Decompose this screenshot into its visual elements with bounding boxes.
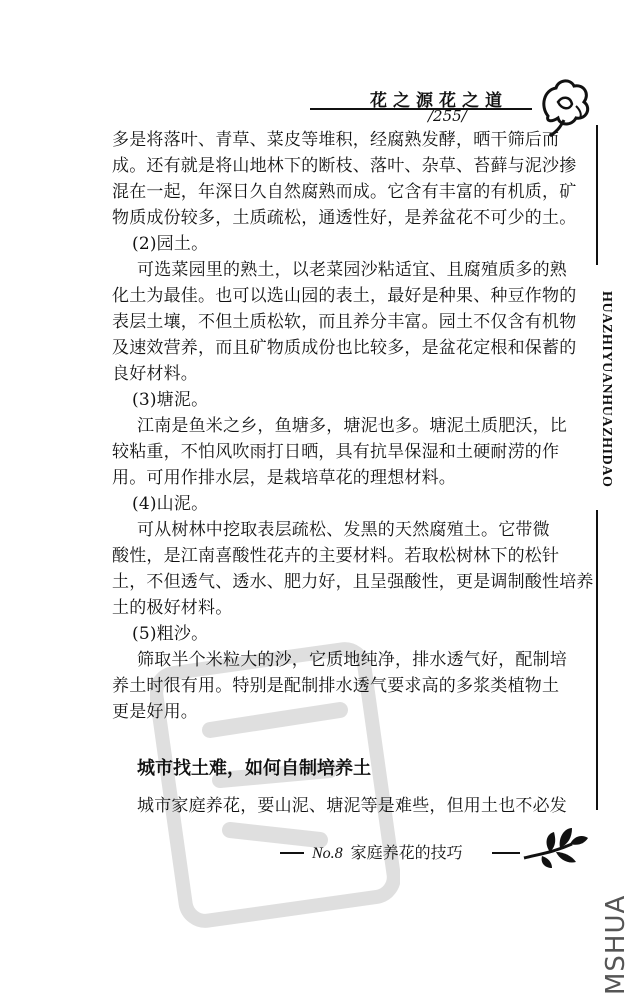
flower-ornament-icon <box>536 76 594 138</box>
section-heading: 城市找土难，如何自制培养土 <box>137 758 371 779</box>
side-rule-bottom <box>596 510 598 810</box>
page-number: /255/ <box>428 107 467 125</box>
watermark-label: MSHUA <box>601 894 631 995</box>
footer-chapter: No.8 <box>312 845 343 862</box>
body-line: 及速效营养，而且矿物质成份也比较多，是盆花定根和保蓄的 <box>112 338 577 358</box>
subheading: (3)塘泥。 <box>132 390 209 410</box>
header-rule <box>310 108 532 110</box>
side-label: HUAZHIYUANHUAZHIDAO <box>599 290 614 488</box>
body-line: 可选菜园里的熟土，以老菜园沙粘适宜、且腐殖质多的熟 <box>137 260 567 280</box>
subheading: (5)粗沙。 <box>132 624 209 644</box>
body-line: 表层土壤，不但土质松软，而且养分丰富。园土不仅含有机物 <box>112 312 577 332</box>
running-header <box>310 86 540 128</box>
body-line: 良好材料。 <box>112 364 198 384</box>
running-footer <box>280 840 520 870</box>
body-line: 物质成份较多，土质疏松，通透性好，是养盆花不可少的土。 <box>112 208 577 228</box>
body-line: 筛取半个米粒大的沙，它质地纯净，排水透气好，配制培 <box>137 650 567 670</box>
footer-dash-right <box>492 852 520 854</box>
footer-dash-left <box>280 852 304 854</box>
body-line: 化土为最佳。也可以选山园的表土，最好是种果、种豆作物的 <box>112 286 577 306</box>
side-rule-top <box>596 125 598 265</box>
body-line: 可从树林中挖取表层疏松、发黑的天然腐殖土。它带微 <box>137 520 550 540</box>
header-title: 花之源花之道 <box>370 91 508 111</box>
body-line: 多是将落叶、青草、菜皮等堆积，经腐熟发酵，晒干筛后而 <box>112 130 560 150</box>
body-line: 土的极好材料。 <box>112 598 233 618</box>
footer-chapter-title: 家庭养花的技巧 <box>350 843 463 862</box>
body-line: 养土时很有用。特别是配制排水透气要求高的多浆类植物土 <box>112 676 560 696</box>
body-line: 城市家庭养花，要山泥、塘泥等是难些，但用土也不必发 <box>137 796 567 816</box>
flower-ornament-icon <box>520 818 590 870</box>
body-line: 较粘重，不怕风吹雨打日晒，具有抗旱保湿和土硬耐涝的作 <box>112 442 560 462</box>
watermark-seal-icon <box>150 640 400 930</box>
body-line: 用。可用作排水层，是栽培草花的理想材料。 <box>112 468 456 488</box>
subheading: (4)山泥。 <box>132 494 209 514</box>
body-line: 混在一起，年深日久自然腐熟而成。它含有丰富的有机质，矿 <box>112 182 577 202</box>
body-line: 更是好用。 <box>112 702 198 722</box>
subheading: (2)园土。 <box>132 234 209 254</box>
body-line: 酸性，是江南喜酸性花卉的主要材料。若取松树林下的松针 <box>112 546 560 566</box>
body-line: 江南是鱼米之乡，鱼塘多，塘泥也多。塘泥土质肥沃，比 <box>137 416 567 436</box>
body-line: 成。还有就是将山地林下的断枝、落叶、杂草、苔藓与泥沙掺 <box>112 156 577 176</box>
body-line: 土，不但透气、透水、肥力好，且呈强酸性，更是调制酸性培养 <box>112 572 594 592</box>
footer-text <box>312 840 463 863</box>
